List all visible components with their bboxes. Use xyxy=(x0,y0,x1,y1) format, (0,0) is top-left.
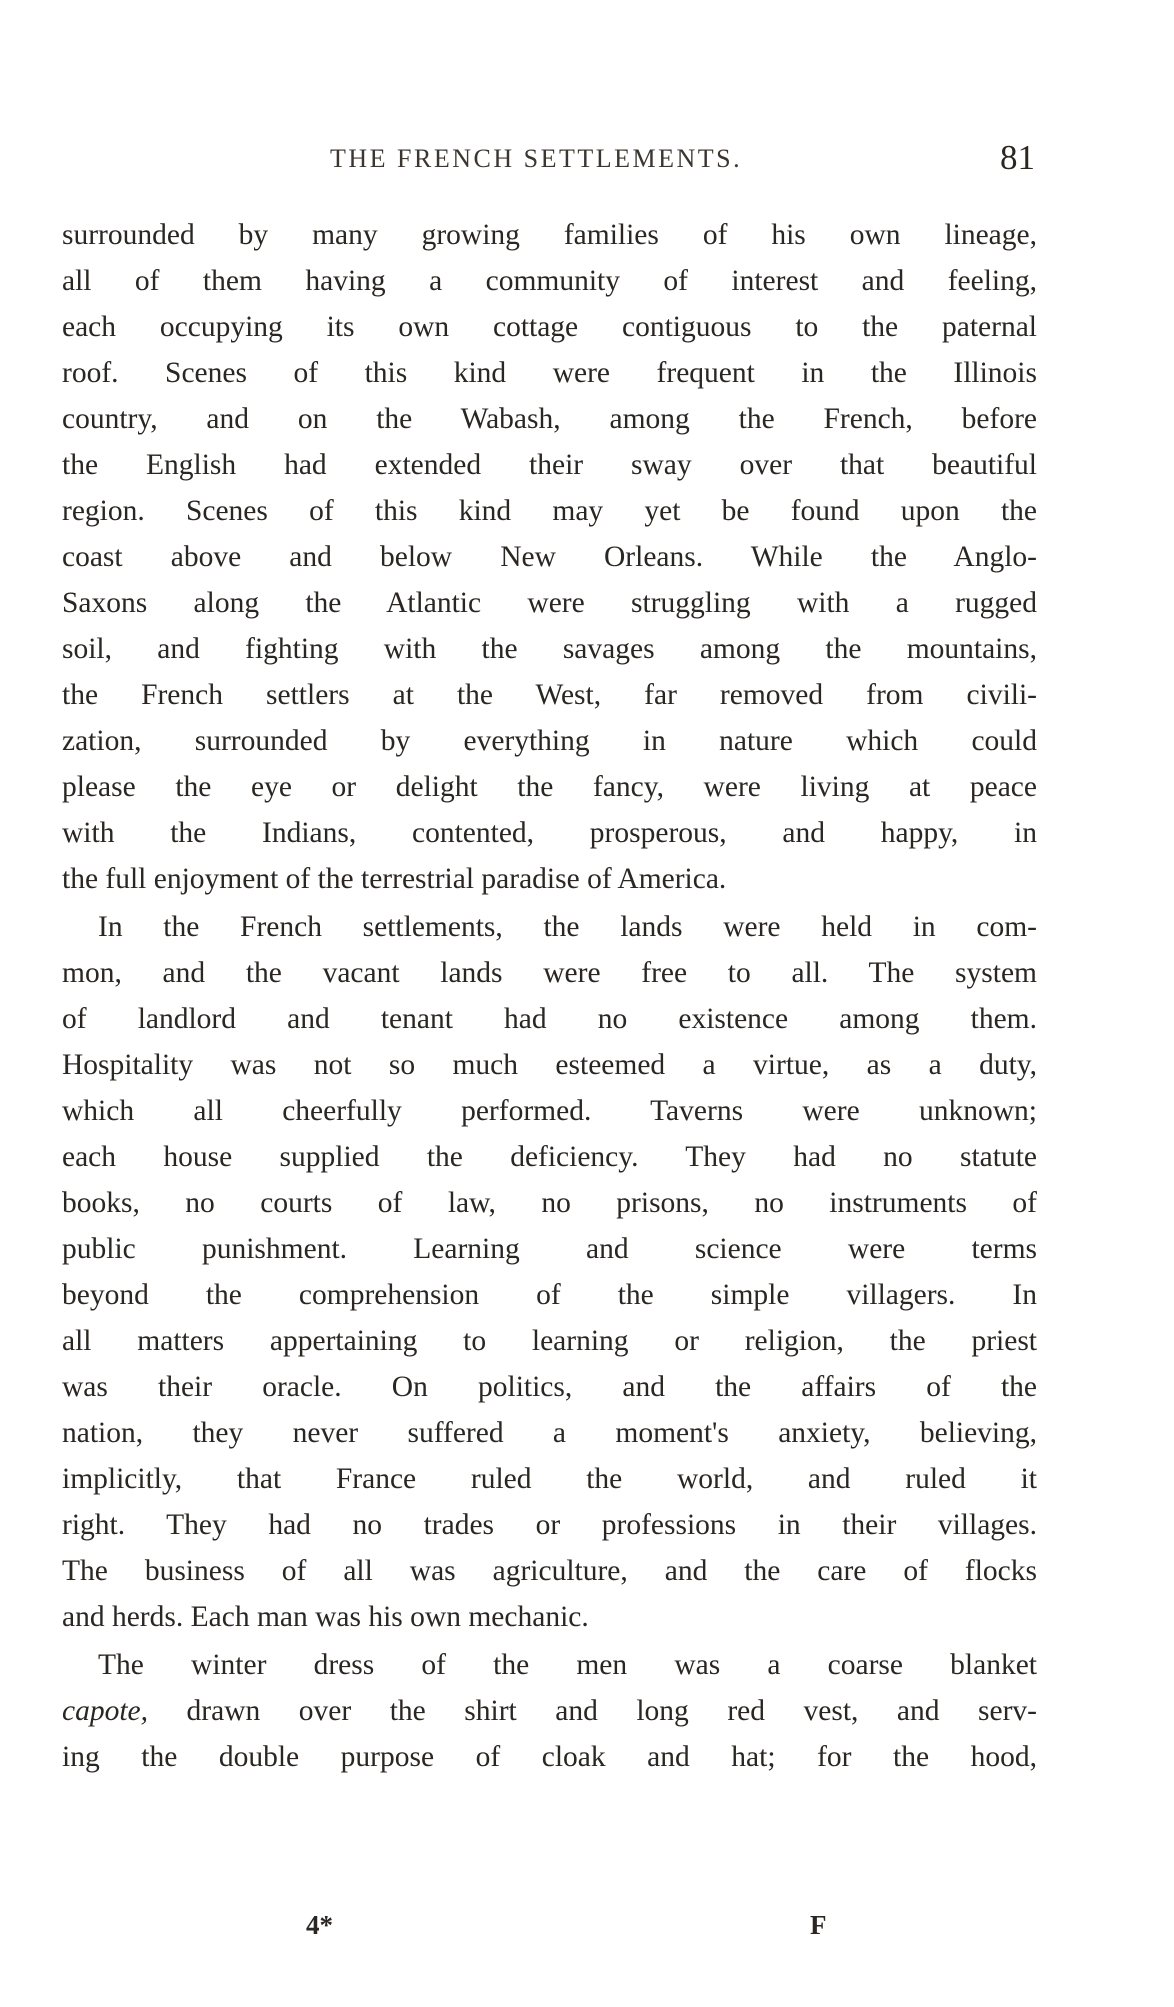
text-line: The business of all was agriculture, and the care of flocks xyxy=(62,1555,1037,1587)
text-line: all of them having a community of interest and feeling, xyxy=(62,265,1037,297)
italic-word: capote, xyxy=(62,1695,149,1727)
text-line: implicitly, that France ruled the world, and ruled it xyxy=(62,1463,1037,1495)
text-line: beyond the comprehension of the simple villagers. In xyxy=(62,1279,1037,1311)
body-text xyxy=(62,212,1037,1780)
text-line: roof. Scenes of this kind were frequent in the Illinois xyxy=(62,357,1037,389)
text-line: soil, and fighting with the savages among the mountains, xyxy=(62,633,1037,665)
text-line: Saxons along the Atlantic were struggling with a rugged xyxy=(62,587,1037,619)
text-line: surrounded by many growing families of his own lineage, xyxy=(62,219,1037,251)
text-line xyxy=(62,1688,1037,1734)
text-line-rest: drawn over the shirt and long red vest, and serv- xyxy=(186,1695,1038,1727)
text-line: zation, surrounded by everything in nature which could xyxy=(62,725,1037,757)
text-line: the English had extended their sway over that beautiful xyxy=(62,449,1037,481)
text-line: each occupying its own cottage contiguous to the paternal xyxy=(62,311,1037,343)
text-line: The winter dress of the men was a coarse blanket xyxy=(98,1649,1037,1681)
signature-mark-right: F xyxy=(810,1910,827,1940)
text-line: nation, they never suffered a moment's anxiety, believing, xyxy=(62,1417,1037,1449)
text-line: country, and on the Wabash, among the French, before xyxy=(62,403,1037,435)
page-number: 81 xyxy=(1000,138,1035,177)
text-line: mon, and the vacant lands were free to all. The system xyxy=(62,957,1037,989)
text-line: region. Scenes of this kind may yet be found upon the xyxy=(62,495,1037,527)
text-line: each house supplied the deficiency. They had no statute xyxy=(62,1141,1037,1173)
text-line: was their oracle. On politics, and the affairs of the xyxy=(62,1371,1037,1403)
text-line: of landlord and tenant had no existence among them. xyxy=(62,1003,1037,1035)
text-line: and herds. Each man was his own mechanic. xyxy=(62,1601,589,1633)
text-line: books, no courts of law, no prisons, no instruments of xyxy=(62,1187,1037,1219)
text-line: please the eye or delight the fancy, were living at peace xyxy=(62,771,1037,803)
text-line: coast above and below New Orleans. While the Anglo- xyxy=(62,541,1037,573)
signature-mark-left: 4* xyxy=(306,1910,333,1940)
text-line: with the Indians, contented, prosperous, and happy, in xyxy=(62,817,1037,849)
text-line: all matters appertaining to learning or religion, the priest xyxy=(62,1325,1037,1357)
text-line: Hospitality was not so much esteemed a virtue, as a duty, xyxy=(62,1049,1037,1081)
text-line: ing the double purpose of cloak and hat; for the hood, xyxy=(62,1741,1037,1773)
running-title: THE FRENCH SETTLEMENTS. xyxy=(330,144,743,173)
text-line: which all cheerfully performed. Taverns were unknown; xyxy=(62,1095,1037,1127)
text-line: In the French settlements, the lands were held in com- xyxy=(98,911,1037,943)
text-line: public punishment. Learning and science were terms xyxy=(62,1233,1037,1265)
text-line: the full enjoyment of the terrestrial paradise of America. xyxy=(62,863,727,895)
page-header xyxy=(330,138,1035,182)
text-line: the French settlers at the West, far removed from civili- xyxy=(62,679,1037,711)
text-line: right. They had no trades or professions in their villages. xyxy=(62,1509,1037,1541)
